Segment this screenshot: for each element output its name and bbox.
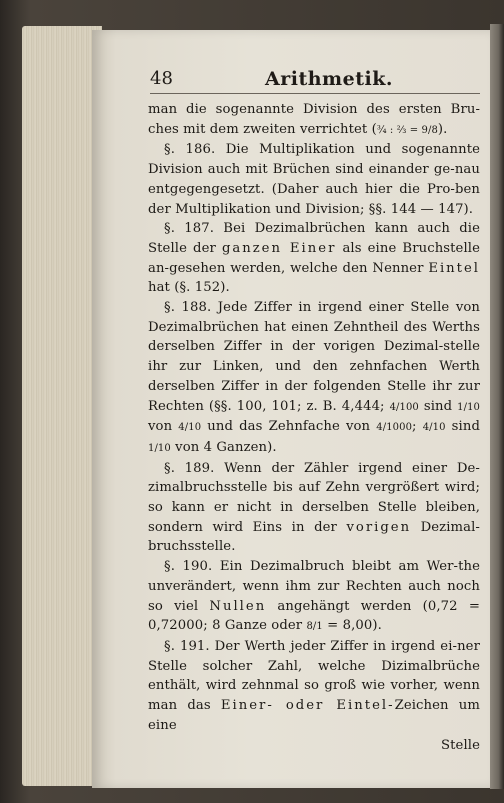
paragraph-191: §. 191. Der Werth jeder Ziffer in irgend ei-ner Stelle solcher Zahl, welche Dizimalbrüche enthält, wird zehnmal so groß wie vorher, wenn man das Einer- oder Eintel-Zeichen um eine	[148, 638, 480, 733]
body-text	[148, 100, 480, 755]
running-head: Arithmetik.	[265, 68, 394, 90]
paragraph-187: §. 187. Bei Dezimalbrüchen kann auch die Stelle der ganzen Einer als eine Bruchstelle an-gesehen werden, welche den Nenner Eintel hat (§. 152).	[148, 221, 480, 296]
page-edges	[22, 26, 102, 786]
book-edge-right	[490, 24, 504, 789]
paragraph-186: §. 186. Die Multiplikation und sogenannte Division auch mit Brüchen sind einander ge-nau entgegengesetzt. (Daher auch hier die Pro-ben der Multiplikation und Division; §§. 144 — 147).	[148, 142, 480, 217]
page-header	[150, 68, 480, 94]
catchword: Stelle	[441, 737, 480, 753]
page-number: 48	[150, 68, 173, 89]
paragraph-189: §. 189. Wenn der Zähler irgend einer De-zimalbruchsstelle bis auf Zehn vergrößert wird; so kann er nicht in derselben Stelle bleiben, sondern wird Eins in der vorigen Dezimal-bruchsstelle.	[148, 460, 480, 555]
paragraph-188: §. 188. Jede Ziffer in irgend einer Stelle von Dezimalbrüchen hat einen Zehntheil des Werths derselben Ziffer in der vorigen Dezimal-stelle ihr zur Linken, und den zehnfachen Werth derselben Ziffer in der folgenden Stelle ihr zur Rechten (§§. 100, 101; z. B. 4,444; 4/100 sind 1/10 von 4/10 und das Zehnfache von 4/1000; 4/10 sind 1/10 von 4 Ganzen).	[148, 300, 481, 455]
paragraph-continuation: man die sogenannte Division des ersten Bru- ches mit dem zweiten verrichtet (¾ : ⅔ = 9/8).	[148, 102, 480, 137]
paragraph-190: §. 190. Ein Dezimalbruch bleibt am Wer-the unverändert, wenn ihm zur Rechten auch noch so viel Nullen angehängt werden (0,72 = 0,72000; 8 Ganze oder 8/1 = 8,00).	[148, 559, 480, 634]
header-rule	[150, 93, 480, 94]
